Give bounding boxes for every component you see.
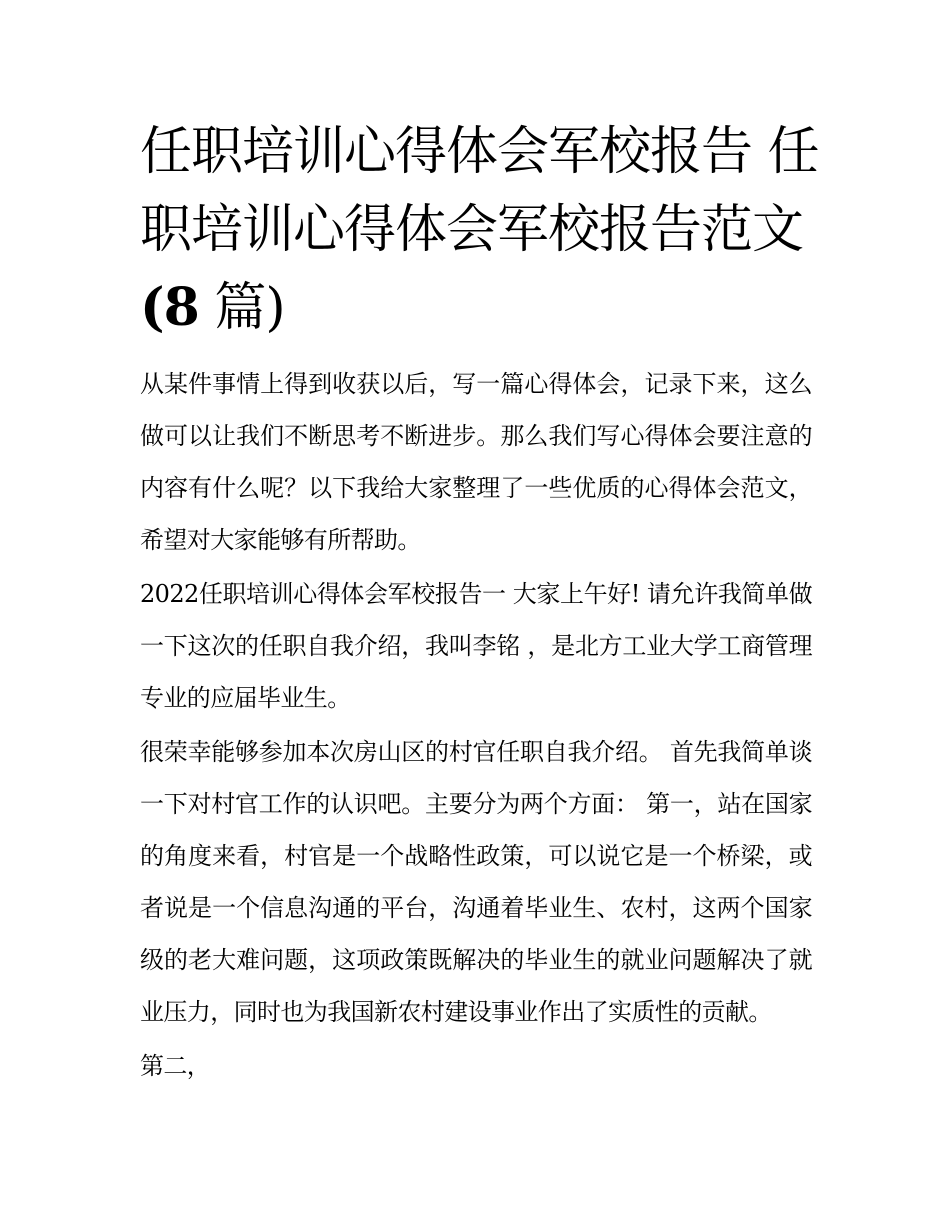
title-main-text: 任职培训心得体会军校报告 任职培训心得体会军校报告范文: [140, 122, 819, 260]
report-one-paragraph: 2022任职培训心得体会军校报告一 大家上午好! 请允许我简单做一下这次的任职自我介绍，我叫李铭 ，是北方工业大学工商管理专业的应届毕业生。: [140, 580, 812, 712]
village-official-paragraph: 很荣幸能够参加本次房山区的村官任职自我介绍。 首先我简单谈一下对村官工作的认识吧。主要分为两个方面： 第一，站在国家的角度来看，村官是一个战略性政策，可以说它是一个桥梁，或者说是一个信息沟通的平台，沟通着毕业生、农村，这两个国家级的老大难问题，这项政策既解决的毕业生的就业问题解决了就业压力，同时也为我国新农村建设事业作出了实质性的贡献。: [140, 738, 812, 1026]
title-unit: 篇): [214, 278, 285, 338]
title-count: (8: [140, 277, 199, 338]
second-point-paragraph: 第二，: [140, 1052, 211, 1080]
intro-paragraph: 从某件事情上得到收获以后，写一篇心得体会，记录下来，这么做可以让我们不断思考不断进步。那么我们写心得体会要注意的内容有什么呢？以下我给大家整理了一些优质的心得体会范文，希望对大家能够有所帮助。: [140, 370, 812, 554]
document-body: [140, 358, 812, 1094]
document-title: [140, 113, 830, 347]
